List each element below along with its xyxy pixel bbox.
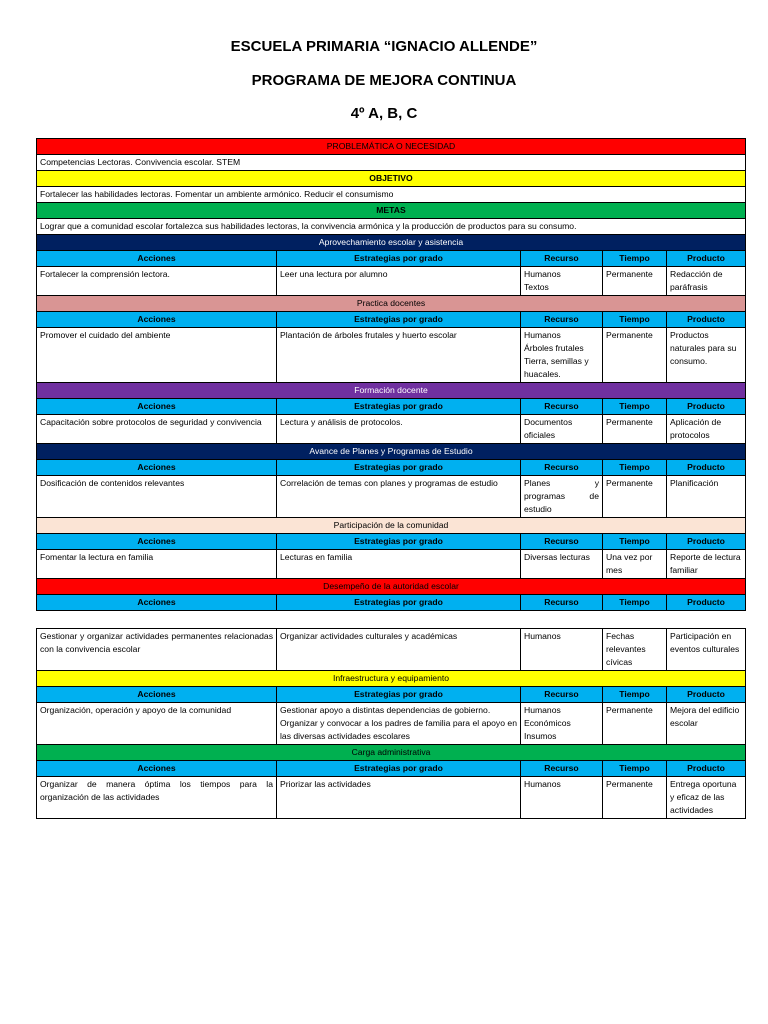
col-estrategias: Estrategias por grado	[277, 687, 521, 703]
col-producto: Producto	[667, 761, 746, 777]
col-acciones: Acciones	[37, 687, 277, 703]
col-acciones: Acciones	[37, 460, 277, 476]
section-title: Desempeño de la autoridad escolar	[37, 579, 746, 595]
objetivo-heading: OBJETIVO	[37, 171, 746, 187]
col-recurso: Recurso	[521, 534, 603, 550]
col-acciones: Acciones	[37, 534, 277, 550]
table-row	[37, 328, 746, 383]
col-recurso: Recurso	[521, 399, 603, 415]
column-header-row	[37, 595, 746, 611]
cell-acciones: Dosificación de contenidos relevantes	[37, 476, 277, 518]
cell-estrategias: Organizar actividades culturales y académicas	[277, 629, 521, 671]
cell-producto: Entrega oportuna y eficaz de las actividades	[667, 777, 746, 819]
col-tiempo: Tiempo	[603, 761, 667, 777]
col-producto: Producto	[667, 595, 746, 611]
cell-recurso: Humanos	[521, 629, 603, 671]
strategy-line: Organizar y convocar a los padres de familia para el apoyo en las diversas actividades escolares	[280, 718, 517, 741]
cell-producto: Planificación	[667, 476, 746, 518]
col-estrategias: Estrategias por grado	[277, 312, 521, 328]
col-estrategias: Estrategias por grado	[277, 534, 521, 550]
col-tiempo: Tiempo	[603, 399, 667, 415]
cell-producto: Reporte de lectura familiar	[667, 550, 746, 579]
column-header-row	[37, 399, 746, 415]
col-producto: Producto	[667, 687, 746, 703]
col-producto: Producto	[667, 460, 746, 476]
cell-acciones: Fortalecer la comprensión lectora.	[37, 267, 277, 296]
col-recurso: Recurso	[521, 595, 603, 611]
table-row	[37, 703, 746, 745]
table-row	[37, 476, 746, 518]
cell-recurso: Planes y programas de estudio	[521, 476, 603, 518]
cell-estrategias	[277, 703, 521, 745]
col-acciones: Acciones	[37, 399, 277, 415]
cell-producto: Mejora del edificio escolar	[667, 703, 746, 745]
cell-tiempo: Permanente	[603, 476, 667, 518]
col-recurso: Recurso	[521, 761, 603, 777]
cell-acciones: Capacitación sobre protocolos de seguridad y convivencia	[37, 415, 277, 444]
table-row	[37, 629, 746, 671]
cell-recurso: Humanos Económicos Insumos	[521, 703, 603, 745]
col-tiempo: Tiempo	[603, 460, 667, 476]
cell-recurso: Humanos	[521, 777, 603, 819]
col-estrategias: Estrategias por grado	[277, 761, 521, 777]
problematica-heading: PROBLEMÁTICA O NECESIDAD	[37, 139, 746, 155]
column-header-row	[37, 312, 746, 328]
program-title: PROGRAMA DE MEJORA CONTINUA	[251, 72, 517, 89]
col-recurso: Recurso	[521, 687, 603, 703]
cell-tiempo: Fechas relevantes cívicas	[603, 629, 667, 671]
col-tiempo: Tiempo	[603, 312, 667, 328]
column-header-row	[37, 687, 746, 703]
col-acciones: Acciones	[37, 761, 277, 777]
col-acciones: Acciones	[37, 251, 277, 267]
table-row	[37, 550, 746, 579]
problematica-text: Competencias Lectoras. Convivencia escolar. STEM	[37, 155, 746, 171]
col-tiempo: Tiempo	[603, 251, 667, 267]
column-header-row	[37, 460, 746, 476]
col-producto: Producto	[667, 534, 746, 550]
col-estrategias: Estrategias por grado	[277, 251, 521, 267]
plan-table-bottom	[36, 628, 746, 819]
column-header-row	[37, 534, 746, 550]
table-row	[37, 777, 746, 819]
section-title: Carga administrativa	[37, 745, 746, 761]
table-row	[37, 415, 746, 444]
cell-tiempo: Permanente	[603, 328, 667, 383]
col-tiempo: Tiempo	[603, 595, 667, 611]
column-header-row	[37, 251, 746, 267]
cell-estrategias: Lecturas en familia	[277, 550, 521, 579]
cell-estrategias: Priorizar las actividades	[277, 777, 521, 819]
cell-acciones: Promover el cuidado del ambiente	[37, 328, 277, 383]
col-producto: Producto	[667, 251, 746, 267]
col-estrategias: Estrategias por grado	[277, 595, 521, 611]
cell-acciones: Organizar de manera óptima los tiempos para la organización de las actividades	[37, 777, 277, 819]
col-estrategias: Estrategias por grado	[277, 399, 521, 415]
cell-producto: Productos naturales para su consumo.	[667, 328, 746, 383]
col-acciones: Acciones	[37, 595, 277, 611]
col-tiempo: Tiempo	[603, 534, 667, 550]
cell-producto: Redacción de paráfrasis	[667, 267, 746, 296]
cell-acciones: Fomentar la lectura en familia	[37, 550, 277, 579]
cell-recurso: Diversas lecturas	[521, 550, 603, 579]
cell-producto: Participación en eventos culturales	[667, 629, 746, 671]
cell-tiempo: Permanente	[603, 703, 667, 745]
cell-estrategias: Plantación de árboles frutales y huerto escolar	[277, 328, 521, 383]
section-title: Practica docentes	[37, 296, 746, 312]
section-title: Formación docente	[37, 383, 746, 399]
metas-heading: METAS	[37, 203, 746, 219]
col-tiempo: Tiempo	[603, 687, 667, 703]
school-name: ESCUELA PRIMARIA “IGNACIO ALLENDE”	[230, 38, 538, 55]
section-title: Infraestructura y equipamiento	[37, 671, 746, 687]
grades-title: 4º A, B, C	[350, 105, 418, 122]
cell-tiempo: Una vez por mes	[603, 550, 667, 579]
col-recurso: Recurso	[521, 312, 603, 328]
cell-recurso: Documentos oficiales	[521, 415, 603, 444]
cell-recurso: Humanos Textos	[521, 267, 603, 296]
section-title: Avance de Planes y Programas de Estudio	[37, 444, 746, 460]
strategy-line: Gestionar apoyo a distintas dependencias de gobierno.	[280, 705, 491, 715]
cell-acciones: Gestionar y organizar actividades permanentes relacionadas con la convivencia escolar	[37, 629, 277, 671]
cell-acciones: Organización, operación y apoyo de la comunidad	[37, 703, 277, 745]
plan-table-top	[36, 138, 746, 611]
col-recurso: Recurso	[521, 251, 603, 267]
cell-estrategias: Lectura y análisis de protocolos.	[277, 415, 521, 444]
cell-estrategias: Leer una lectura por alumno	[277, 267, 521, 296]
col-estrategias: Estrategias por grado	[277, 460, 521, 476]
col-producto: Producto	[667, 399, 746, 415]
cell-tiempo: Permanente	[603, 267, 667, 296]
col-producto: Producto	[667, 312, 746, 328]
table-row	[37, 267, 746, 296]
cell-producto: Aplicación de protocolos	[667, 415, 746, 444]
col-acciones: Acciones	[37, 312, 277, 328]
metas-text: Lograr que a comunidad escolar fortalezca sus habilidades lectoras, la convivencia armónica y la producción de productos para su consumo.	[37, 219, 746, 235]
objetivo-text: Fortalecer las habilidades lectoras. Fomentar un ambiente armónico. Reducir el consumismo	[37, 187, 746, 203]
cell-recurso: Humanos Árboles frutales Tierra, semillas y huacales.	[521, 328, 603, 383]
column-header-row	[37, 761, 746, 777]
section-title: Aprovechamiento escolar y asistencia	[37, 235, 746, 251]
cell-tiempo: Permanente	[603, 415, 667, 444]
col-recurso: Recurso	[521, 460, 603, 476]
cell-tiempo: Permanente	[603, 777, 667, 819]
cell-estrategias: Correlación de temas con planes y programas de estudio	[277, 476, 521, 518]
section-title: Participación de la comunidad	[37, 518, 746, 534]
